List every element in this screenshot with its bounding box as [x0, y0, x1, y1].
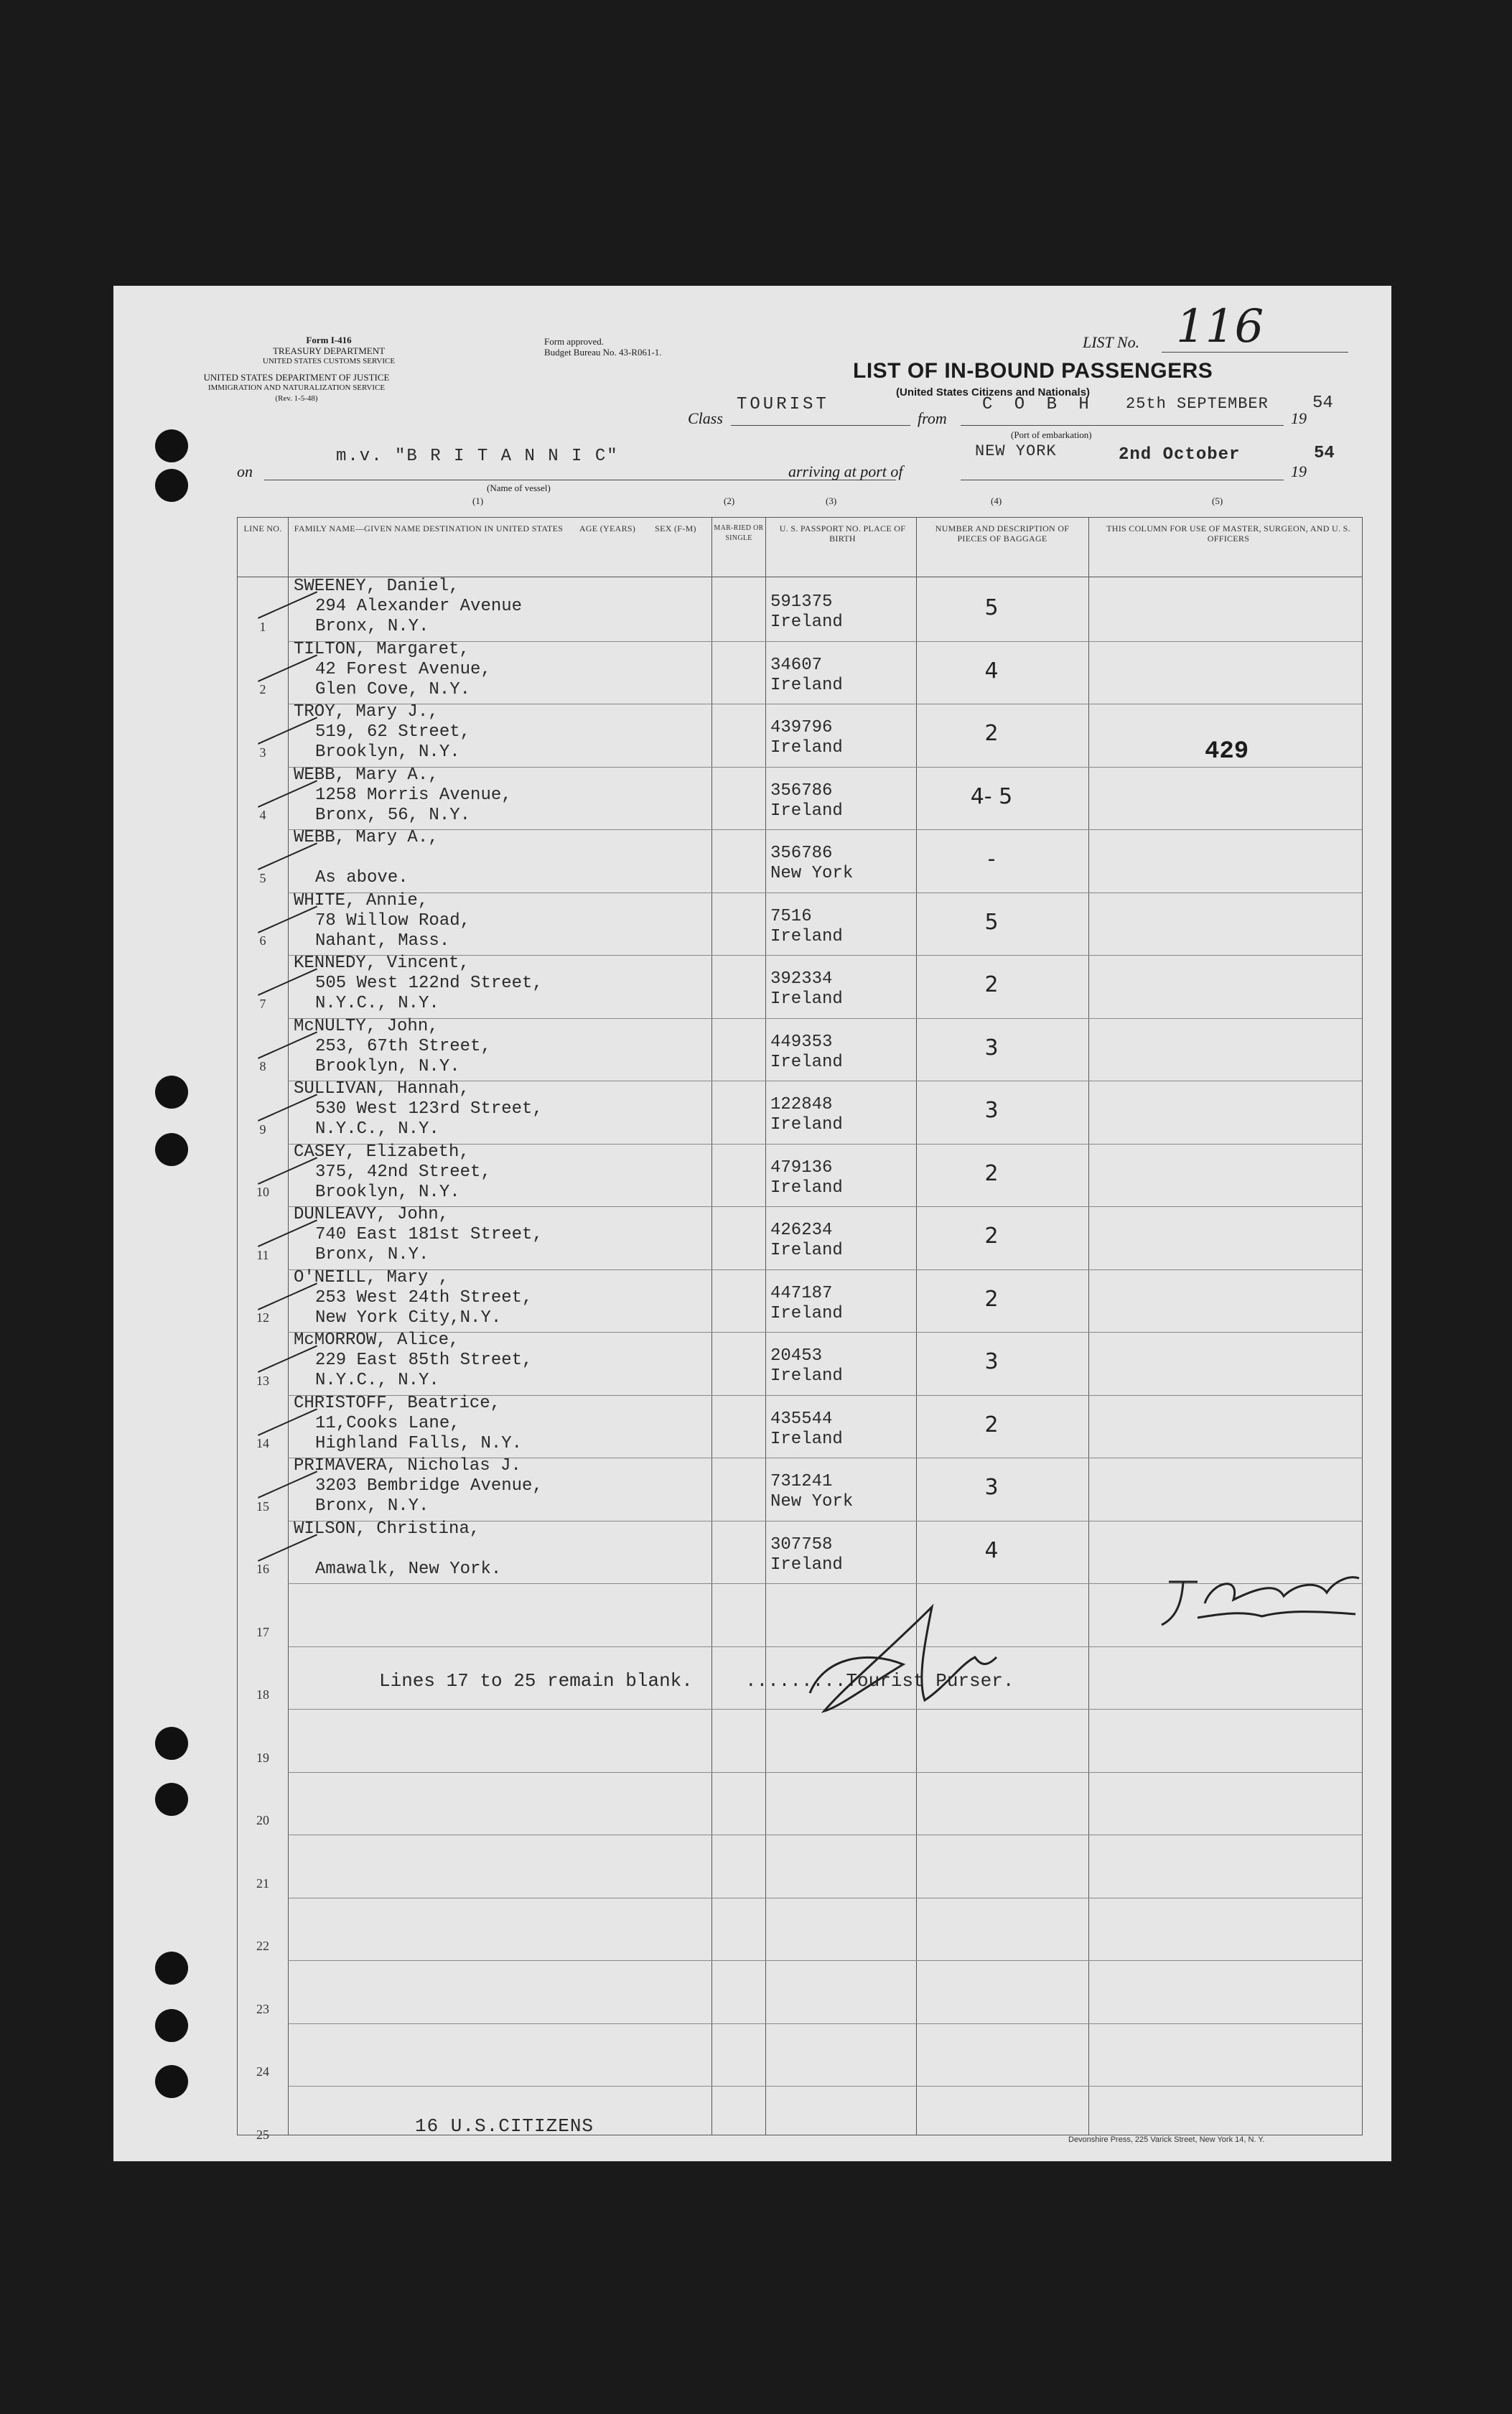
line-number: 5 — [259, 870, 266, 885]
line-number: 20 — [256, 1813, 269, 1827]
form-number: Form I-416 — [306, 335, 352, 345]
place-of-birth: Ireland — [770, 675, 843, 695]
line-number: 4 — [259, 808, 266, 822]
passport-number: 392334 — [770, 969, 833, 989]
on-label: on — [237, 462, 253, 480]
approval-text: Form approved. — [544, 336, 605, 347]
baggage-count: 4 — [984, 658, 999, 684]
baggage-count: 2 — [984, 1412, 999, 1437]
col-header-married: MAR-RIED OR SINGLE — [714, 524, 764, 542]
place-of-birth: Ireland — [770, 612, 843, 632]
line-number: 15 — [256, 1499, 269, 1514]
line-number: 3 — [259, 745, 266, 760]
baggage-count: 2 — [984, 1286, 999, 1312]
col-header-age: AGE (YEARS) — [579, 523, 636, 533]
passenger-name: PRIMAVERA, Nicholas J. — [294, 1456, 521, 1476]
col-header-line: LINE NO. — [243, 523, 282, 533]
citizens-total: 16 U.S.CITIZENS — [415, 2115, 594, 2137]
line-number: 1 — [259, 619, 266, 634]
col-num-1: (1) — [472, 495, 484, 506]
line-number: 18 — [256, 1687, 269, 1702]
place-of-birth: Ireland — [770, 738, 843, 758]
place-of-birth: Ireland — [770, 1366, 843, 1386]
list-no-label: LIST No. — [1083, 333, 1140, 351]
passenger-name: DUNLEAVY, John, — [294, 1205, 449, 1224]
baggage-count: 5 — [984, 595, 999, 620]
passenger-city: Bronx, N.Y. — [315, 1496, 429, 1516]
class-label: Class — [688, 409, 723, 427]
passenger-name: CHRISTOFF, Beatrice, — [294, 1393, 501, 1413]
passenger-address: 253, 67th Street, — [315, 1036, 491, 1056]
officer-note: 429 — [1205, 738, 1249, 765]
col-num-5: (5) — [1212, 495, 1223, 506]
row-divider — [288, 1772, 1362, 1773]
baggage-count: - — [987, 847, 996, 872]
passenger-city: Amawalk, New York. — [315, 1559, 502, 1579]
col-num-3: (3) — [826, 495, 837, 506]
line-number: 8 — [259, 1059, 266, 1073]
place-of-birth: Ireland — [770, 926, 843, 946]
passport-number: 356786 — [770, 844, 833, 863]
row-divider — [288, 829, 1362, 830]
passport-number: 356786 — [770, 780, 833, 801]
passport-number: 447187 — [770, 1283, 833, 1303]
passenger-city: N.Y.C., N.Y. — [315, 994, 439, 1013]
passenger-address: 375, 42nd Street, — [315, 1162, 491, 1182]
baggage-count: 2 — [984, 1160, 999, 1186]
binder-hole — [155, 1076, 188, 1109]
baggage-count: 4 — [984, 1537, 999, 1563]
passenger-city: Bronx, N.Y. — [315, 617, 429, 636]
passenger-manifest-page — [113, 286, 1391, 2161]
passenger-name: SWEENEY, Daniel, — [294, 577, 459, 596]
port-embark-note: (Port of embarkation) — [1011, 429, 1092, 440]
form-subtitle: (United States Citizens and Nationals) — [896, 386, 1091, 399]
passenger-address: 11,Cooks Lane, — [315, 1413, 460, 1433]
line-number: 12 — [256, 1310, 269, 1325]
passenger-address: 505 West 122nd Street, — [315, 974, 543, 993]
line-number: 23 — [256, 2001, 269, 2016]
passport-number: 20453 — [770, 1346, 823, 1366]
col-divider — [765, 518, 766, 2135]
form-header-treasury — [221, 335, 437, 367]
passenger-address: 519, 62 Street, — [315, 722, 471, 742]
place-of-birth: Ireland — [770, 1241, 843, 1260]
budget-number: Budget Bureau No. 43-R061-1. — [544, 347, 662, 358]
passport-number: 449353 — [770, 1032, 833, 1052]
passenger-name: WEBB, Mary A., — [294, 765, 439, 785]
binder-hole — [155, 1133, 188, 1166]
col-divider — [916, 518, 917, 2135]
place-of-birth: Ireland — [770, 989, 843, 1009]
line-number: 7 — [259, 996, 266, 1011]
passenger-address: 3203 Bembridge Avenue, — [315, 1476, 543, 1496]
baggage-count: 3 — [984, 1035, 999, 1061]
col-header-baggage: NUMBER AND DESCRIPTION OF PIECES OF BAGGAGE — [935, 523, 1070, 544]
from-label: from — [918, 409, 947, 427]
passport-number: 731241 — [770, 1472, 833, 1491]
passenger-city: Brooklyn, N.Y. — [315, 1056, 460, 1076]
col-header-passport: U. S. PASSPORT NO. PLACE OF BIRTH — [779, 523, 906, 544]
passenger-city: Bronx, 56, N.Y. — [315, 805, 471, 825]
passenger-address: 42 Forest Avenue, — [315, 659, 491, 679]
passenger-city: Brooklyn, N.Y. — [315, 1182, 460, 1202]
dept-treasury: TREASURY DEPARTMENT — [272, 345, 386, 356]
col-header-officers: THIS COLUMN FOR USE OF MASTER, SURGEON, AND U. S. OFFICERS — [1106, 523, 1350, 544]
passenger-city: As above. — [315, 868, 409, 887]
col-header-name: FAMILY NAME—GIVEN NAME DESTINATION IN UNITED STATES — [294, 523, 564, 533]
line-number: 25 — [256, 2127, 269, 2142]
passenger-name: KENNEDY, Vincent, — [294, 954, 470, 973]
passenger-address: 1258 Morris Avenue, — [315, 785, 512, 805]
passenger-name: McMORROW, Alice, — [294, 1331, 459, 1350]
place-of-birth: New York — [770, 864, 854, 883]
line-number: 19 — [256, 1750, 269, 1765]
passenger-address: 229 East 85th Street, — [315, 1351, 533, 1370]
passport-number: 307758 — [770, 1534, 833, 1555]
passenger-city: N.Y.C., N.Y. — [315, 1119, 439, 1139]
passenger-name: SULLIVAN, Hannah, — [294, 1079, 470, 1099]
row-divider — [288, 2086, 1362, 2087]
embarkation-date: 25th SEPTEMBER — [1126, 395, 1269, 413]
col-divider — [288, 518, 289, 2135]
line-number: 11 — [256, 1247, 269, 1262]
form-header-justice — [135, 372, 458, 404]
place-of-birth: Ireland — [770, 1555, 843, 1575]
dept-justice-sub: IMMIGRATION AND NATURALIZATION SERVICE — [207, 383, 386, 392]
line-number: 14 — [256, 1436, 269, 1450]
dept-justice: UNITED STATES DEPARTMENT OF JUSTICE — [203, 372, 390, 383]
passenger-city: Highland Falls, N.Y. — [315, 1433, 523, 1453]
binder-hole — [155, 2065, 188, 2098]
baggage-count: 2 — [984, 1224, 999, 1249]
passenger-address: 740 East 181st Street, — [315, 1225, 543, 1244]
vessel-note: (Name of vessel) — [487, 483, 551, 493]
passenger-city: N.Y.C., N.Y. — [315, 1371, 439, 1390]
arrival-date: 2nd October — [1119, 445, 1241, 465]
passenger-name: O'NEILL, Mary , — [294, 1267, 449, 1287]
col-divider — [711, 518, 712, 2135]
baggage-count: 2 — [984, 972, 999, 997]
baggage-count: 3 — [984, 1349, 999, 1374]
form-approval — [544, 336, 662, 358]
year-prefix-2: 19 — [1291, 462, 1307, 480]
place-of-birth: Ireland — [770, 801, 843, 821]
binder-hole — [155, 1727, 188, 1760]
baggage-count: 2 — [984, 721, 999, 746]
col-divider — [1088, 518, 1089, 2135]
purser-title: .........Tourist Purser. — [745, 1670, 1014, 1692]
passenger-city: New York City,N.Y. — [315, 1308, 502, 1328]
col-num-4: (4) — [991, 495, 1002, 506]
line-number: 16 — [256, 1562, 269, 1576]
passport-number: 435544 — [770, 1409, 833, 1429]
passenger-name: TILTON, Margaret, — [294, 639, 470, 659]
passport-number: 479136 — [770, 1157, 833, 1178]
row-divider — [288, 1206, 1362, 1207]
printer-imprint: Devonshire Press, 225 Varick Street, New York 14, N. Y. — [1068, 2135, 1265, 2144]
passenger-name: WILSON, Christina, — [294, 1519, 480, 1539]
embarkation-year: 54 — [1312, 393, 1333, 413]
list-no-handwritten: 116 — [1176, 300, 1264, 353]
arriving-label: arriving at port of — [788, 462, 903, 480]
passenger-city: Bronx, N.Y. — [315, 1245, 429, 1264]
officer-signature — [1154, 1560, 1370, 1632]
purser-signature — [781, 1585, 1011, 1722]
passenger-address: 530 West 123rd Street, — [315, 1099, 543, 1119]
place-of-birth: Ireland — [770, 1429, 843, 1449]
line-number: 10 — [256, 1185, 269, 1199]
line-number: 17 — [256, 1624, 269, 1639]
baggage-count: 3 — [984, 1098, 999, 1123]
passenger-name: McNULTY, John, — [294, 1016, 439, 1036]
year-prefix-1: 19 — [1291, 409, 1307, 427]
passenger-address: 294 Alexander Avenue — [315, 597, 523, 616]
passport-number: 7516 — [770, 906, 812, 926]
line-number: 21 — [256, 1875, 269, 1891]
passport-number: 122848 — [770, 1095, 833, 1114]
row-divider — [288, 2023, 1362, 2024]
dept-treasury-sub: UNITED STATES CUSTOMS SERVICE — [262, 357, 396, 365]
col-header-sex: SEX (F-M) — [655, 523, 696, 533]
baggage-count: 3 — [984, 1475, 999, 1500]
form-title: LIST OF IN-BOUND PASSENGERS — [853, 359, 1213, 383]
binder-hole — [155, 2009, 188, 2042]
baggage-count: 4- 5 — [970, 783, 1013, 809]
passenger-name: WHITE, Annie, — [294, 890, 429, 910]
binder-hole — [155, 429, 188, 462]
passenger-address: 253 West 24th Street, — [315, 1287, 533, 1308]
passport-number: 426234 — [770, 1221, 833, 1240]
port-embarkation: C O B H — [982, 395, 1095, 414]
binder-hole — [155, 469, 188, 502]
binder-hole — [155, 1783, 188, 1816]
passport-number: 439796 — [770, 718, 833, 737]
place-of-birth: New York — [770, 1492, 854, 1511]
line-number: 9 — [259, 1122, 266, 1137]
line-number: 13 — [256, 1373, 269, 1388]
passport-number: 591375 — [770, 592, 833, 612]
row-divider — [288, 1269, 1362, 1270]
col-num-2: (2) — [724, 495, 735, 506]
passenger-name: TROY, Mary J., — [294, 702, 439, 722]
line-number: 22 — [256, 1939, 269, 1953]
row-divider — [288, 1960, 1362, 1961]
passport-number: 34607 — [770, 655, 823, 675]
arrival-port: NEW YORK — [975, 442, 1057, 460]
line-number: 24 — [256, 2064, 269, 2079]
binder-hole — [155, 1952, 188, 1985]
line-number: 6 — [259, 933, 266, 948]
place-of-birth: Ireland — [770, 1115, 843, 1134]
class-value: TOURIST — [737, 395, 829, 414]
passenger-name: CASEY, Elizabeth, — [294, 1142, 470, 1162]
row-divider — [288, 767, 1362, 768]
arrival-year: 54 — [1314, 444, 1335, 463]
place-of-birth: Ireland — [770, 1052, 843, 1072]
passenger-city: Brooklyn, N.Y. — [315, 742, 460, 762]
place-of-birth: Ireland — [770, 1178, 843, 1198]
baggage-count: 5 — [984, 909, 999, 935]
place-of-birth: Ireland — [770, 1303, 843, 1323]
line-number: 2 — [259, 682, 266, 696]
blank-lines-note: Lines 17 to 25 remain blank. — [379, 1670, 693, 1692]
passenger-address: 78 Willow Road, — [315, 910, 471, 931]
form-revision: (Rev. 1-5-48) — [275, 394, 318, 403]
passenger-city: Glen Cove, N.Y. — [315, 679, 471, 699]
passenger-city: Nahant, Mass. — [315, 931, 450, 951]
vessel-name: m.v. "B R I T A N N I C" — [336, 447, 619, 466]
row-divider — [288, 1018, 1362, 1019]
passenger-name: WEBB, Mary A., — [294, 828, 439, 847]
